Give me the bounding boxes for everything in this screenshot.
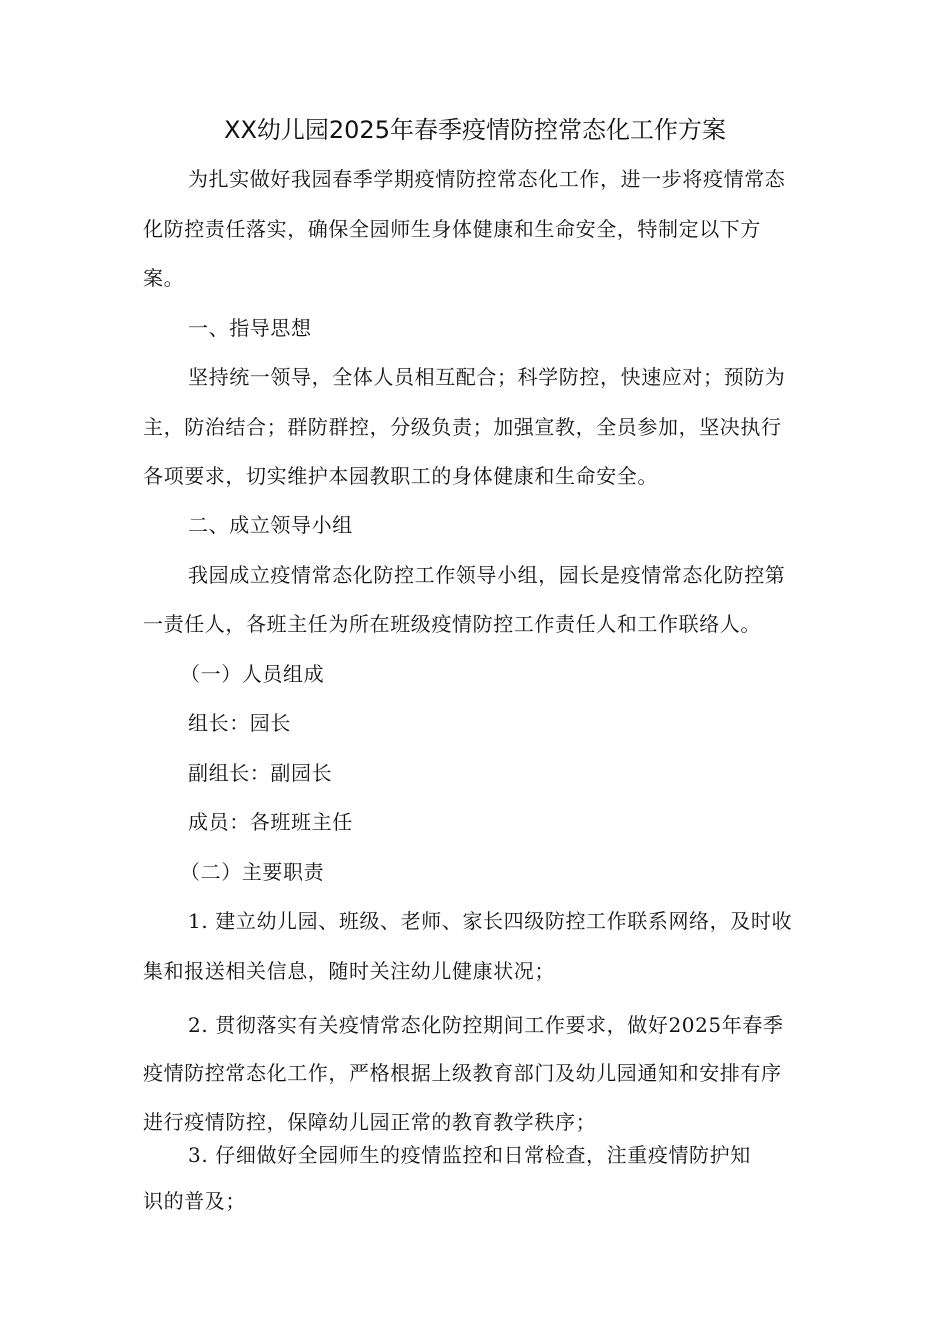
intro-line-1: 为扎实做好我园春季学期疫情防控常态化工作，进一步将疫情常态 bbox=[188, 167, 786, 191]
section-1-line-1: 坚持统一领导，全体人员相互配合；科学防控，快速应对；预防为 bbox=[188, 365, 786, 389]
member-deputy-leader: 副组长：副园长 bbox=[188, 761, 333, 785]
section-1-heading: 一、指导思想 bbox=[188, 316, 312, 340]
subsection-2-heading: （二）主要职责 bbox=[180, 860, 325, 884]
section-2-line-2: 一责任人，各班主任为所在班级疫情防控工作责任人和工作联络人。 bbox=[143, 612, 761, 636]
duty-2-line-3: 进行疫情防控，保障幼儿园正常的教育教学秩序； bbox=[143, 1110, 597, 1134]
duty-1-line-2: 集和报送相关信息，随时关注幼儿健康状况； bbox=[143, 959, 555, 983]
document-title: XX幼儿园2025年春季疫情防控常态化工作方案 bbox=[224, 116, 726, 144]
member-members: 成员：各班班主任 bbox=[188, 810, 353, 834]
section-2-line-1: 我园成立疫情常态化防控工作领导小组，园长是疫情常态化防控第 bbox=[188, 563, 786, 587]
intro-line-2: 化防控责任落实，确保全园师生身体健康和生命安全，特制定以下方 bbox=[143, 217, 761, 241]
member-leader: 组长：园长 bbox=[188, 711, 291, 735]
subsection-1-heading: （一）人员组成 bbox=[180, 662, 325, 686]
duty-3-line-1: 3. 仔细做好全园师生的疫情监控和日常检查，注重疫情防护知 bbox=[188, 1143, 751, 1167]
section-1-line-2: 主，防治结合；群防群控，分级负责；加强宣教，全员参加，坚决执行 bbox=[143, 415, 782, 439]
section-2-heading: 二、成立领导小组 bbox=[188, 513, 353, 537]
section-1-line-3: 各项要求，切实维护本园教职工的身体健康和生命安全。 bbox=[143, 464, 658, 488]
duty-1-line-1: 1. 建立幼儿园、班级、老师、家长四级防控工作联系网络，及时收 bbox=[188, 909, 793, 933]
duty-3-line-2: 识的普及； bbox=[143, 1189, 246, 1213]
duty-2-line-1: 2. 贯彻落实有关疫情常态化防控期间工作要求，做好2025年春季 bbox=[188, 1013, 784, 1037]
intro-line-3: 案。 bbox=[143, 266, 185, 290]
duty-2-line-2: 疫情防控常态化工作，严格根据上级教育部门及幼儿园通知和安排有序 bbox=[143, 1061, 782, 1085]
